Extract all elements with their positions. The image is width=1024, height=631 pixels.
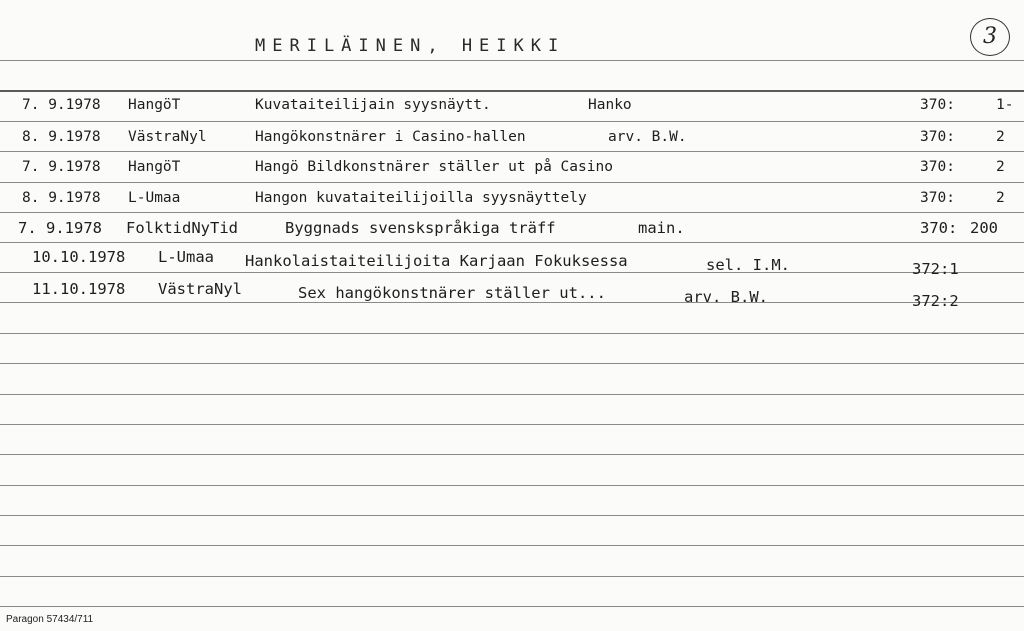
entry-date: 7. 9.1978 — [22, 159, 101, 175]
entry-source: HangöT — [128, 159, 181, 175]
entry-title: Hangö Bildkonstnärer ställer ut på Casino — [255, 159, 613, 175]
entry-row — [0, 159, 1024, 183]
entry-page: 2 — [996, 190, 1005, 206]
ruled-line — [0, 424, 1024, 425]
ruled-line — [0, 90, 1024, 92]
entry-title: Sex hangökonstnärer ställer ut... — [298, 284, 606, 302]
entry-title: Hangökonstnärer i Casino-hallen — [255, 129, 526, 145]
entry-date: 8. 9.1978 — [22, 129, 101, 145]
entry-source: VästraNyl — [128, 129, 207, 145]
entry-title: Kuvataiteilijain syysnäytt. — [255, 97, 491, 113]
entry-source: L-Umaa — [128, 190, 181, 206]
ruled-line — [0, 606, 1024, 607]
entry-page: 200 — [970, 219, 998, 237]
ruled-line — [0, 515, 1024, 516]
entry-source: FolktidNyTid — [126, 219, 238, 237]
entry-source: VästraNyl — [158, 280, 242, 298]
entry-code: 370: — [920, 159, 955, 175]
ruled-line — [0, 121, 1024, 122]
entry-code: 370: — [920, 129, 955, 145]
entry-row — [0, 248, 1024, 278]
entry-title: Hangon kuvataiteilijoilla syysnäyttely — [255, 190, 587, 206]
entry-code: 372:2 — [912, 292, 959, 310]
entry-row — [0, 129, 1024, 153]
entry-row — [0, 280, 1024, 310]
ruled-line — [0, 545, 1024, 546]
ruled-line — [0, 454, 1024, 455]
entry-code: 370: — [920, 97, 955, 113]
ruled-line — [0, 485, 1024, 486]
entry-page: 2 — [996, 159, 1005, 175]
entry-date: 7. 9.1978 — [18, 219, 102, 237]
entry-date: 11.10.1978 — [32, 280, 126, 298]
ruled-line — [0, 576, 1024, 577]
card-heading-name: MERILÄINEN, HEIKKI — [255, 36, 566, 56]
ruled-line — [0, 272, 1024, 273]
ruled-line — [0, 333, 1024, 334]
ruled-line — [0, 363, 1024, 364]
entry-note: Hanko — [588, 97, 632, 113]
card-number-circle: 3 — [970, 18, 1010, 56]
entry-page: 2 — [996, 129, 1005, 145]
entry-page: 1- — [996, 97, 1014, 113]
entry-code: 372:1 — [912, 260, 959, 278]
entry-date: 8. 9.1978 — [22, 190, 101, 206]
entry-title: Hankolaistaiteilijoita Karjaan Fokuksessa — [245, 252, 628, 270]
entry-source: HangöT — [128, 97, 181, 113]
entry-date: 7. 9.1978 — [22, 97, 101, 113]
entry-code: 370: — [920, 190, 955, 206]
ruled-line — [0, 394, 1024, 395]
card-footer-print: Paragon 57434/711 — [6, 614, 94, 625]
entry-note: arv. B.W. — [608, 129, 687, 145]
ruled-line — [0, 60, 1024, 61]
entry-row — [0, 219, 1024, 243]
entry-date: 10.10.1978 — [32, 248, 126, 266]
entry-row — [0, 190, 1024, 214]
entry-code: 370: — [920, 219, 958, 237]
entry-note: arv. B.W. — [684, 288, 768, 306]
entry-row — [0, 97, 1024, 121]
entry-source: L-Umaa — [158, 248, 214, 266]
entry-title: Byggnads svenskspråkiga träff — [285, 219, 556, 237]
entry-note: sel. I.M. — [706, 256, 790, 274]
entry-note: main. — [638, 219, 685, 237]
